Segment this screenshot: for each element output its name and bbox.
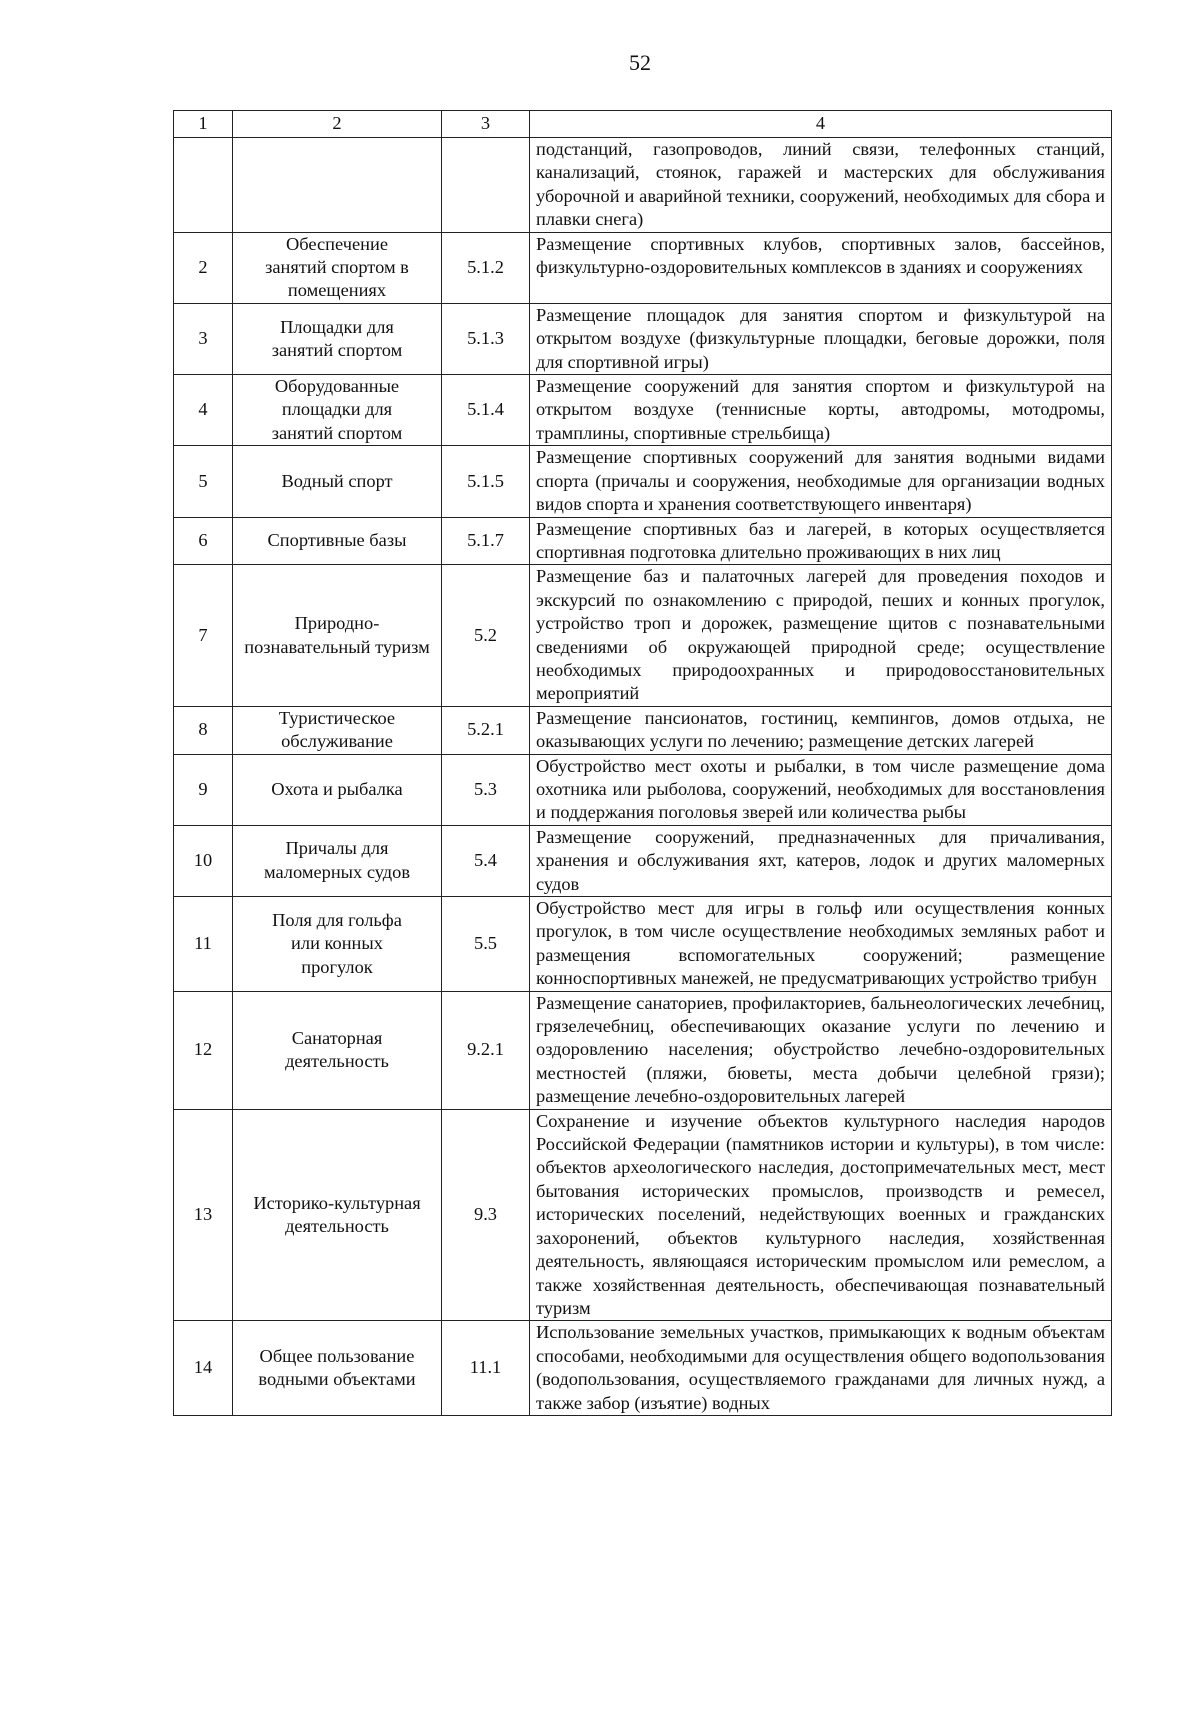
row-description: Использование земельных участков, примыкающих к водным объектам способами, необходимыми для осуществления общего водопользования (водопользования, осуществляемого гражданами для личных нужд, а также забор (изъятие) водных (530, 1321, 1112, 1416)
row-name: Причалы для маломерных судов (233, 825, 442, 896)
table-row (174, 897, 1112, 992)
column-header-4: 4 (530, 111, 1112, 138)
row-description: Размещение баз и палаточных лагерей для проведения походов и экскурсий по ознакомлению с природой, пеших и конных прогулок, устройство троп и дорожек, размещение щитов с познавательными сведениями об окружающей природной среде; осуществление необходимых природоохранных и природовосстановительных мероприятий (530, 565, 1112, 706)
row-code: 5.2.1 (442, 706, 530, 754)
row-name: Общее пользование водными объектами (233, 1321, 442, 1416)
table-row (174, 446, 1112, 517)
row-description: Обустройство мест для игры в гольф или осуществления конных прогулок, в том числе осуществление необходимых земляных работ и размещения вспомогательных сооружений; размещение конноспортивных манежей, не предусматривающих устройство трибун (530, 897, 1112, 992)
row-name: Спортивные базы (233, 517, 442, 565)
row-code: 5.1.2 (442, 232, 530, 303)
row-name: Поля для гольфа или конных прогулок (233, 897, 442, 992)
row-number: 2 (174, 232, 233, 303)
table-row (174, 303, 1112, 374)
row-code: 5.1.5 (442, 446, 530, 517)
row-description: подстанций, газопроводов, линий связи, телефонных станций, канализаций, стоянок, гаражей и мастерских для обслуживания уборочной и аварийной техники, сооружений, необходимых для сбора и плавки снега) (530, 138, 1112, 233)
row-code: 5.5 (442, 897, 530, 992)
row-number: 3 (174, 303, 233, 374)
table-row (174, 1321, 1112, 1416)
table-row (174, 565, 1112, 706)
column-header-3: 3 (442, 111, 530, 138)
row-code: 9.3 (442, 1109, 530, 1321)
row-code: 5.1.7 (442, 517, 530, 565)
row-number: 9 (174, 754, 233, 825)
row-name: Оборудованные площадки для занятий спортом (233, 375, 442, 446)
row-code: 9.2.1 (442, 991, 530, 1109)
table-row (174, 232, 1112, 303)
row-code: 5.3 (442, 754, 530, 825)
table-row (174, 138, 1112, 233)
row-description: Размещение сооружений, предназначенных для причаливания, хранения и обслуживания яхт, катеров, лодок и других маломерных судов (530, 825, 1112, 896)
row-description: Сохранение и изучение объектов культурного наследия народов Российской Федерации (памятников истории и культуры), в том числе: объектов археологического наследия, достопримечательных мест, мест бытования исторических промыслов, производств и ремесел, исторических поселений, недействующих военных и гражданских захоронений, объектов культурного наследия, хозяйственная деятельность, являющаяся историческим промыслом или ремеслом, а также хозяйственная деятельность, обеспечивающая познавательный туризм (530, 1109, 1112, 1321)
land-use-table (173, 110, 1112, 1416)
row-description: Размещение сооружений для занятия спортом и физкультурой на открытом воздухе (теннисные корты, автодромы, мотодромы, трамплины, спортивные стрельбища) (530, 375, 1112, 446)
row-number: 4 (174, 375, 233, 446)
row-description: Обустройство мест охоты и рыбалки, в том числе размещение дома охотника или рыболова, сооружений, необходимых для восстановления и поддержания поголовья зверей или количества рыбы (530, 754, 1112, 825)
row-number: 5 (174, 446, 233, 517)
row-description: Размещение спортивных баз и лагерей, в которых осуществляется спортивная подготовка длительно проживающих в них лиц (530, 517, 1112, 565)
row-code (442, 138, 530, 233)
row-code: 5.2 (442, 565, 530, 706)
row-code: 5.1.3 (442, 303, 530, 374)
table-row (174, 517, 1112, 565)
row-name: Площадки для занятий спортом (233, 303, 442, 374)
row-number: 6 (174, 517, 233, 565)
page-number: 52 (629, 50, 651, 75)
table-row (174, 825, 1112, 896)
row-number: 7 (174, 565, 233, 706)
row-name: Обеспечение занятий спортом в помещениях (233, 232, 442, 303)
row-name: Туристическое обслуживание (233, 706, 442, 754)
row-code: 5.4 (442, 825, 530, 896)
row-name: Санаторная деятельность (233, 991, 442, 1109)
row-code: 11.1 (442, 1321, 530, 1416)
row-description: Размещение санаториев, профилакториев, бальнеологических лечебниц, грязелечебниц, обеспечивающих оказание услуги по лечению и оздоровлению населения; обустройство лечебно-оздоровительных местностей (пляжи, бюветы, места добычи целебной грязи); размещение лечебно-оздоровительных лагерей (530, 991, 1112, 1109)
row-description: Размещение пансионатов, гостиниц, кемпингов, домов отдыха, не оказывающих услуги по лечению; размещение детских лагерей (530, 706, 1112, 754)
row-number: 12 (174, 991, 233, 1109)
row-name (233, 138, 442, 233)
row-name: Охота и рыбалка (233, 754, 442, 825)
row-name: Природно-познавательный туризм (233, 565, 442, 706)
table-row (174, 754, 1112, 825)
table-row (174, 375, 1112, 446)
row-code: 5.1.4 (442, 375, 530, 446)
row-number: 10 (174, 825, 233, 896)
table-row (174, 706, 1112, 754)
table-header-row (174, 111, 1112, 138)
row-description: Размещение спортивных сооружений для занятия водными видами спорта (причалы и сооружения, необходимые для организации водных видов спорта и хранения соответствующего инвентаря) (530, 446, 1112, 517)
table-row (174, 991, 1112, 1109)
table-body (174, 111, 1112, 1416)
row-number: 11 (174, 897, 233, 992)
column-header-2: 2 (233, 111, 442, 138)
row-number: 13 (174, 1109, 233, 1321)
row-name: Историко-культурная деятельность (233, 1109, 442, 1321)
row-number (174, 138, 233, 233)
row-name: Водный спорт (233, 446, 442, 517)
row-description: Размещение спортивных клубов, спортивных залов, бассейнов, физкультурно-оздоровительных комплексов в зданиях и сооружениях (530, 232, 1112, 303)
table-row (174, 1109, 1112, 1321)
row-number: 8 (174, 706, 233, 754)
column-header-1: 1 (174, 111, 233, 138)
row-number: 14 (174, 1321, 233, 1416)
row-description: Размещение площадок для занятия спортом и физкультурой на открытом воздухе (физкультурные площадки, беговые дорожки, поля для спортивной игры) (530, 303, 1112, 374)
